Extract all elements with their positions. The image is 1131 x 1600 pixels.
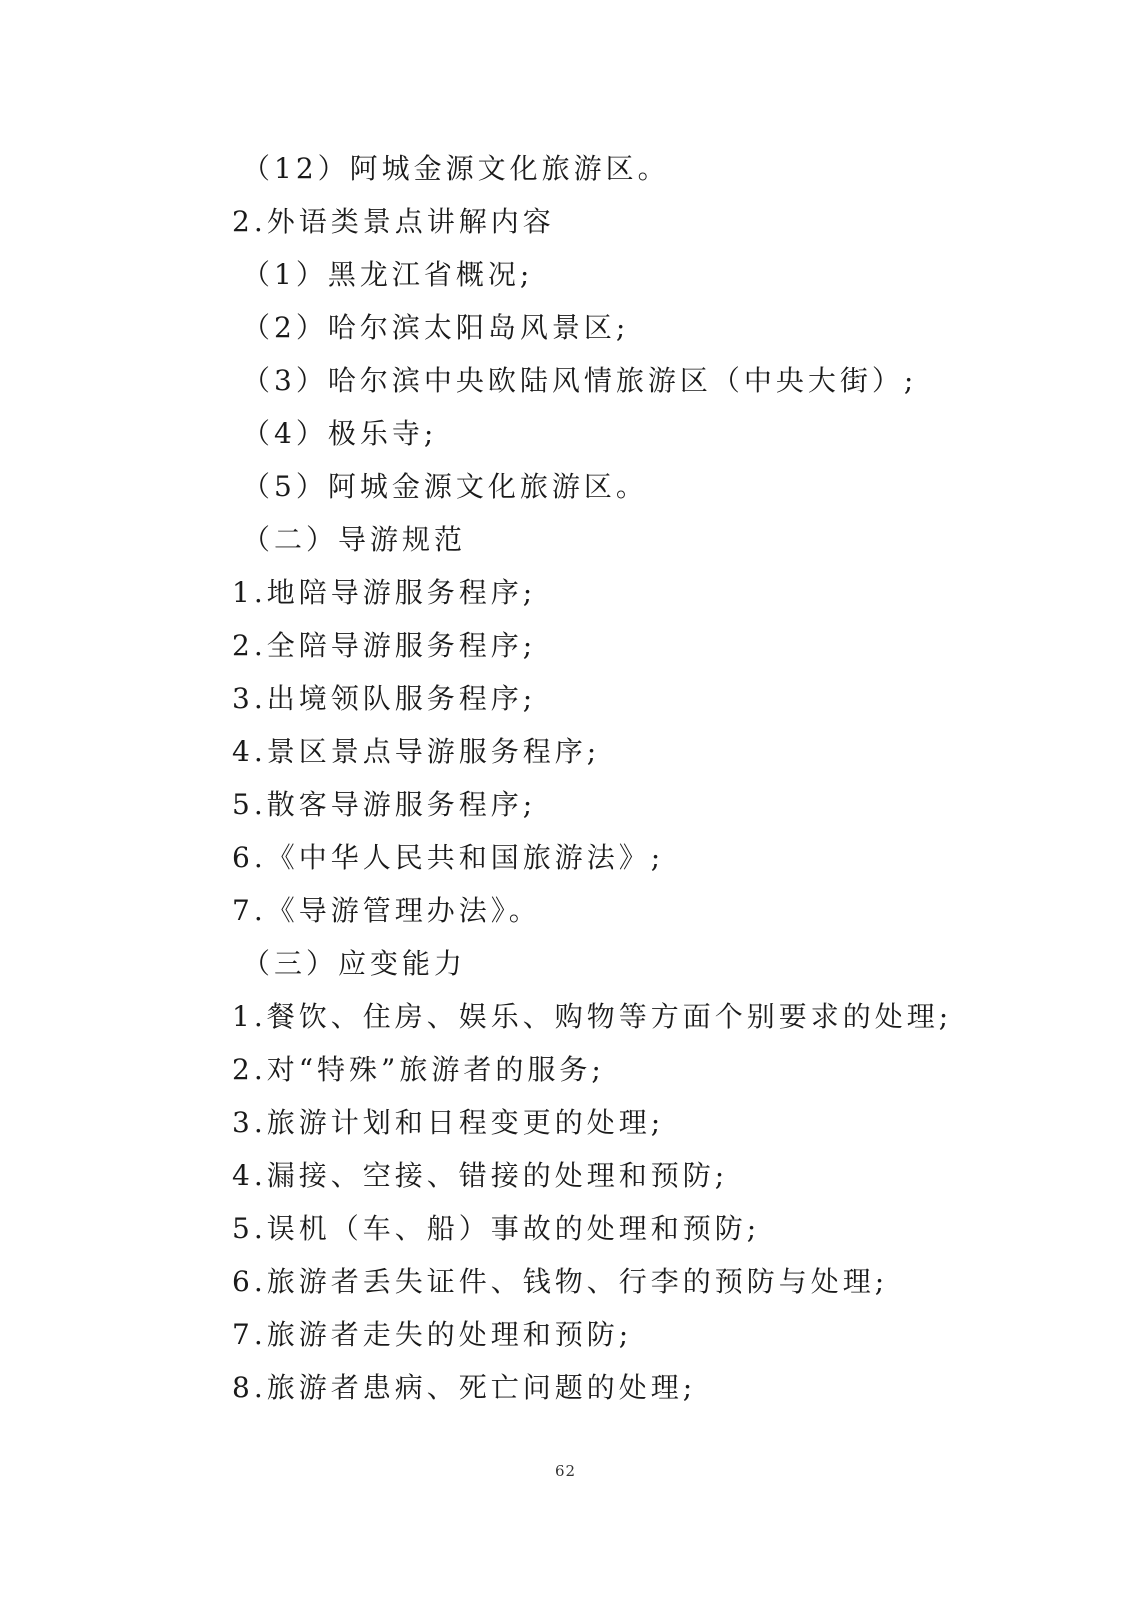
- text-line: 7.旅游者走失的处理和预防;: [232, 1318, 633, 1351]
- text-line: 5.误机（车、船）事故的处理和预防;: [232, 1212, 761, 1245]
- text-line: 2.对“特殊”旅游者的服务;: [232, 1053, 605, 1086]
- section-heading: （二）导游规范: [242, 523, 467, 556]
- text-line: （2）哈尔滨太阳岛风景区;: [242, 311, 630, 344]
- text-line: 7.《导游管理办法》。: [232, 894, 541, 927]
- text-line: （3）哈尔滨中央欧陆风情旅游区（中央大街）;: [242, 364, 918, 397]
- text-line: （5）阿城金源文化旅游区。: [242, 470, 648, 503]
- text-line: 1.餐饮、住房、娱乐、购物等方面个别要求的处理;: [232, 1000, 953, 1033]
- text-line: 1.地陪导游服务程序;: [232, 576, 537, 609]
- text-line: 6.《中华人民共和国旅游法》;: [232, 841, 665, 874]
- text-line: 2.全陪导游服务程序;: [232, 629, 537, 662]
- text-line: （4）极乐寺;: [242, 417, 438, 450]
- text-line: 6.旅游者丢失证件、钱物、行李的预防与处理;: [232, 1265, 889, 1298]
- text-line: 4.漏接、空接、错接的处理和预防;: [232, 1159, 729, 1192]
- text-line: （1）黑龙江省概况;: [242, 258, 534, 291]
- page-number: 62: [554, 1462, 577, 1480]
- text-line: 8.旅游者患病、死亡问题的处理;: [232, 1371, 697, 1404]
- section-heading: （三）应变能力: [242, 947, 467, 980]
- text-line: 4.景区景点导游服务程序;: [232, 735, 601, 768]
- body-text: [232, 142, 1052, 1414]
- text-line: 2.外语类景点讲解内容: [232, 205, 555, 238]
- text-line: （12）阿城金源文化旅游区。: [242, 152, 670, 185]
- text-line: 5.散客导游服务程序;: [232, 788, 537, 821]
- text-line: 3.旅游计划和日程变更的处理;: [232, 1106, 665, 1139]
- text-line: 3.出境领队服务程序;: [232, 682, 537, 715]
